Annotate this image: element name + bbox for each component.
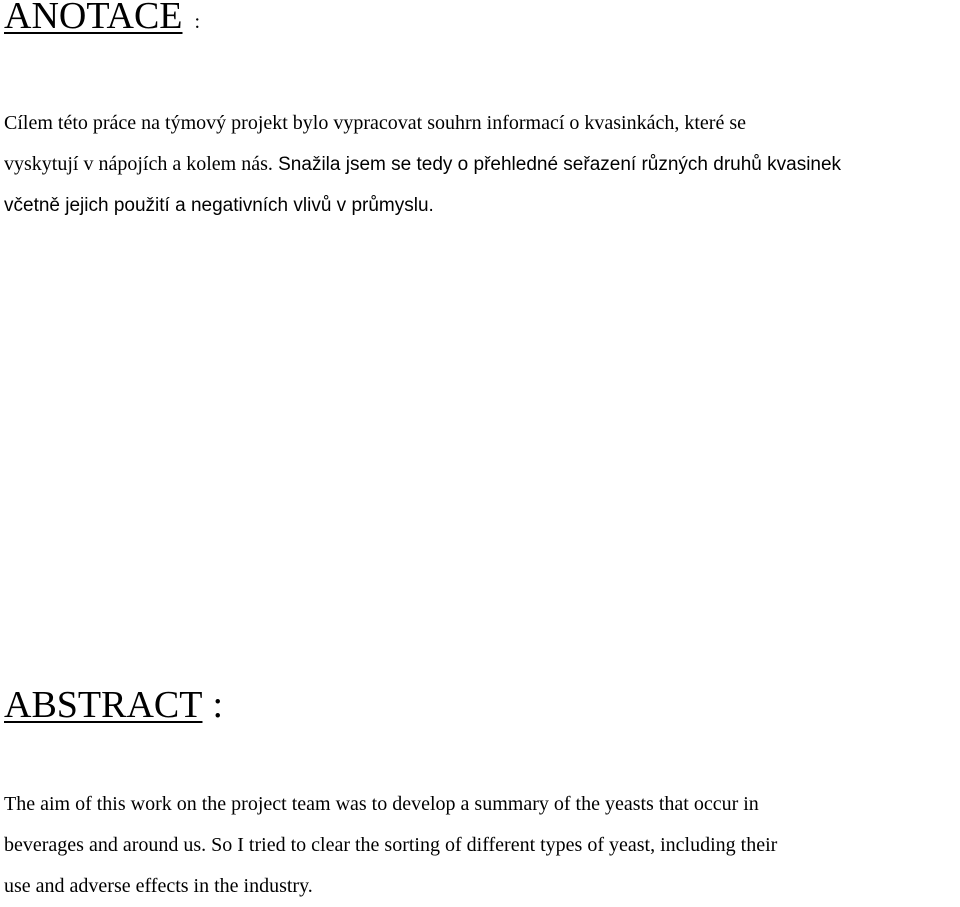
abstract-line-3: use and adverse effects in the industry.: [4, 875, 313, 897]
abstract-paragraph: [4, 784, 949, 907]
anotace-line-3: včetně jejich použití a negativních vlivů v průmyslu.: [4, 195, 434, 216]
abstract-line-1: The aim of this work on the project team was to develop a summary of the yeasts that occur in: [4, 793, 759, 815]
abstract-heading-colon: :: [212, 684, 224, 726]
abstract-heading-word: ABSTRACT: [4, 684, 203, 726]
abstract-line-2: beverages and around us. So I tried to clear the sorting of different types of yeast, including their: [4, 834, 778, 856]
anotace-paragraph: [4, 103, 949, 226]
anotace-line-1: Cílem této práce na týmový projekt bylo vypracovat souhrn informací o kvasinkách, které se: [4, 112, 747, 134]
anotace-line-2-start: vyskytují v nápojích a kolem nás.: [4, 153, 273, 175]
anotace-line-2: [4, 144, 949, 185]
anotace-heading-colon: :: [194, 11, 201, 33]
anotace-heading: [4, 0, 200, 38]
abstract-heading: [4, 683, 223, 727]
anotace-line-2-end: Snažila jsem se tedy o přehledné seřazení různých druhů kvasinek: [272, 154, 842, 175]
anotace-heading-word: ANOTACE: [4, 0, 183, 37]
